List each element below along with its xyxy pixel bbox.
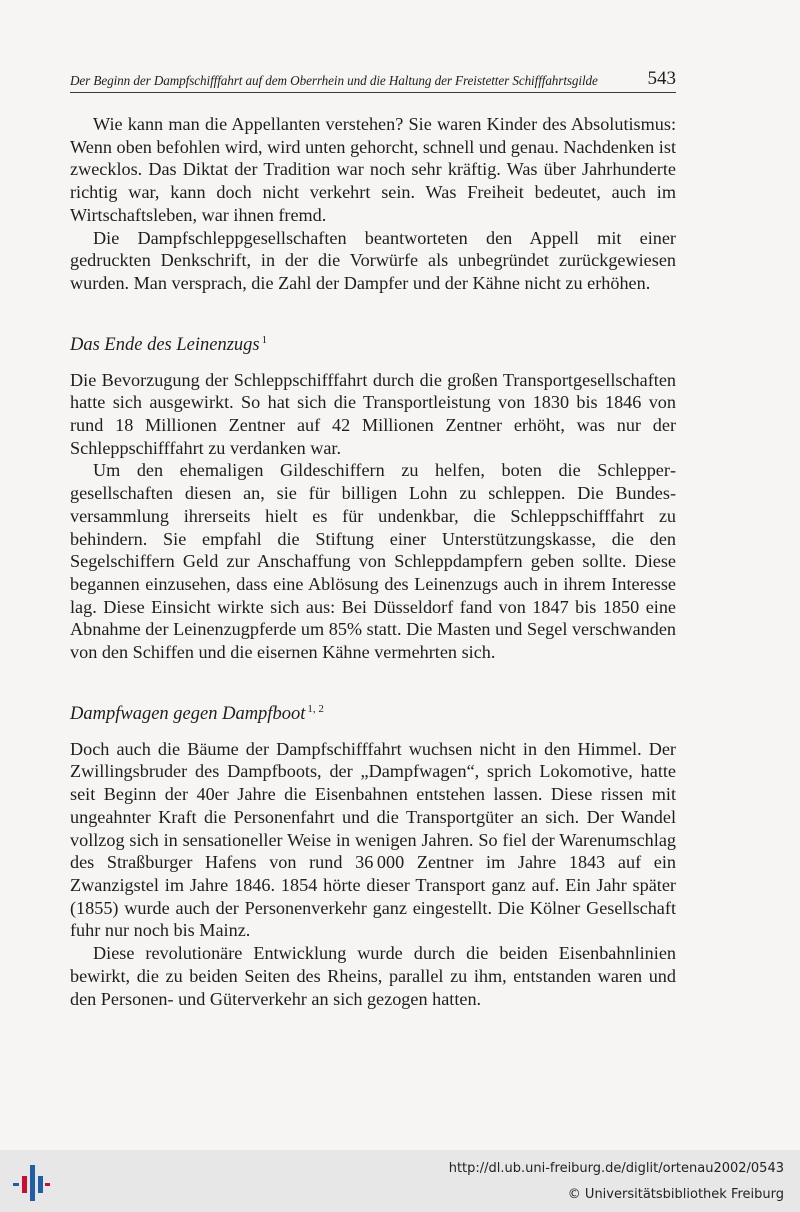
running-head <box>70 68 676 93</box>
section-heading <box>70 329 676 356</box>
paragraph: Diese revolutionäre Entwicklung wurde durch die beiden Eisenbahnlinien bewirkt, die zu beiden Seiten des Rheins, parallel zu ihm, entstanden waren und den Personen- und Güterverkehr an sich gezogen hatten. <box>70 943 676 1009</box>
section-heading-text: Das Ende des Leinenzugs <box>70 334 260 355</box>
copyright-notice: © Universitätsbibliothek Freiburg <box>567 1187 784 1202</box>
footnote-marker: 1 <box>261 333 268 346</box>
body-text <box>70 113 676 1010</box>
running-head-title: Der Beginn der Dampfschifffahrt auf dem Oberrhein und die Haltung der Freistetter Schifffahrtsgilde <box>70 73 598 88</box>
footer-bar <box>0 1150 800 1212</box>
footnote-marker: 1, 2 <box>307 702 324 715</box>
ub-freiburg-logo-icon <box>10 1162 52 1204</box>
section-heading <box>70 698 676 725</box>
source-url-link[interactable]: http://dl.ub.uni-freiburg.de/diglit/ortenau2002/0543 <box>448 1161 784 1176</box>
paragraph: Um den ehemaligen Gildeschiffern zu helfen, boten die Schleppergesellschaften diesen an, sie für billigen Lohn zu schleppen. Die Bundesversammlung ihrerseits hielt es für undenkbar, die Schleppschifffahrt zu behindern. Sie empfahl die Stiftung einer Unterstützungskasse, die den Segelschiffern Geld zur Anschaffung von Schleppdampfern geben sollte. Diese begannen einzusehen, dass eine Ablösung des Leinenzugs auch in ihrem Interesse lag. Diese Einsicht wirkte sich aus: Bei Düsseldorf fand von 1847 bis 1850 eine Abnahme der Leinenzugpferde um 85% statt. Die Masten und Segel verschwanden von den Schiffen und die eisernen Kähne vermehrten sich. <box>70 460 676 663</box>
paragraph: Wie kann man die Appellanten verstehen? Sie waren Kinder des Absolutismus: Wenn oben befohlen wird, wird unten gehorcht, schnell und genau. Nachdenken ist zwecklos. Das Diktat der Tradition war noch sehr kräftig. Was über Jahrhunderte richtig war, kann doch nicht verkehrt sein. Was Freiheit bedeutet, auch im Wirtschaftsleben, war ihnen fremd. <box>70 114 676 225</box>
section-heading-text: Dampfwagen gegen Dampfboot <box>70 703 306 724</box>
paragraph: Die Bevorzugung der Schleppschifffahrt durch die großen Transportgesellschaften hatte sich ausgewirkt. So hat sich die Transportleistung von 1830 bis 1846 von rund 18 Millionen Zentner auf 42 Millionen Zentner erhöht, was nur der Schleppschifffahrt zu verdanken war. <box>70 369 676 458</box>
paragraph: Doch auch die Bäume der Dampfschifffahrt wuchsen nicht in den Himmel. Der Zwillingsbruder des Dampfboots, der „Dampfwagen“, sprich Lokomotive, hatte seit Beginn der 40er Jahre die Eisenbahnen entstehen lassen. Diese rissen mit ungeahnter Kraft die Personenfahrt und die Transportgüter an sich. Der Wandel vollzog sich in sensationeller Weise in wenigen Jahren. So fiel der Warenumschlag des Straßburger Hafens von rund 36 000 Zentner im Jahre 1843 auf ein Zwanzigstel im Jahre 1846. 1854 hörte dieser Transport ganz auf. Ein Jahr später (1855) wurde auch der Personenverkehr ganz eingestellt. Die Kölner Gesellschaft fuhr nur noch bis Mainz. <box>70 738 676 941</box>
paragraph: Die Dampfschleppgesellschaften beantworteten den Appell mit einer gedruckten Denkschrift, in der die Vorwürfe als unbegründet zurückgewiesen wurden. Man versprach, die Zahl der Dampfer und der Kähne nicht zu erhöhen. <box>70 227 676 293</box>
page-number: 543 <box>647 68 676 89</box>
